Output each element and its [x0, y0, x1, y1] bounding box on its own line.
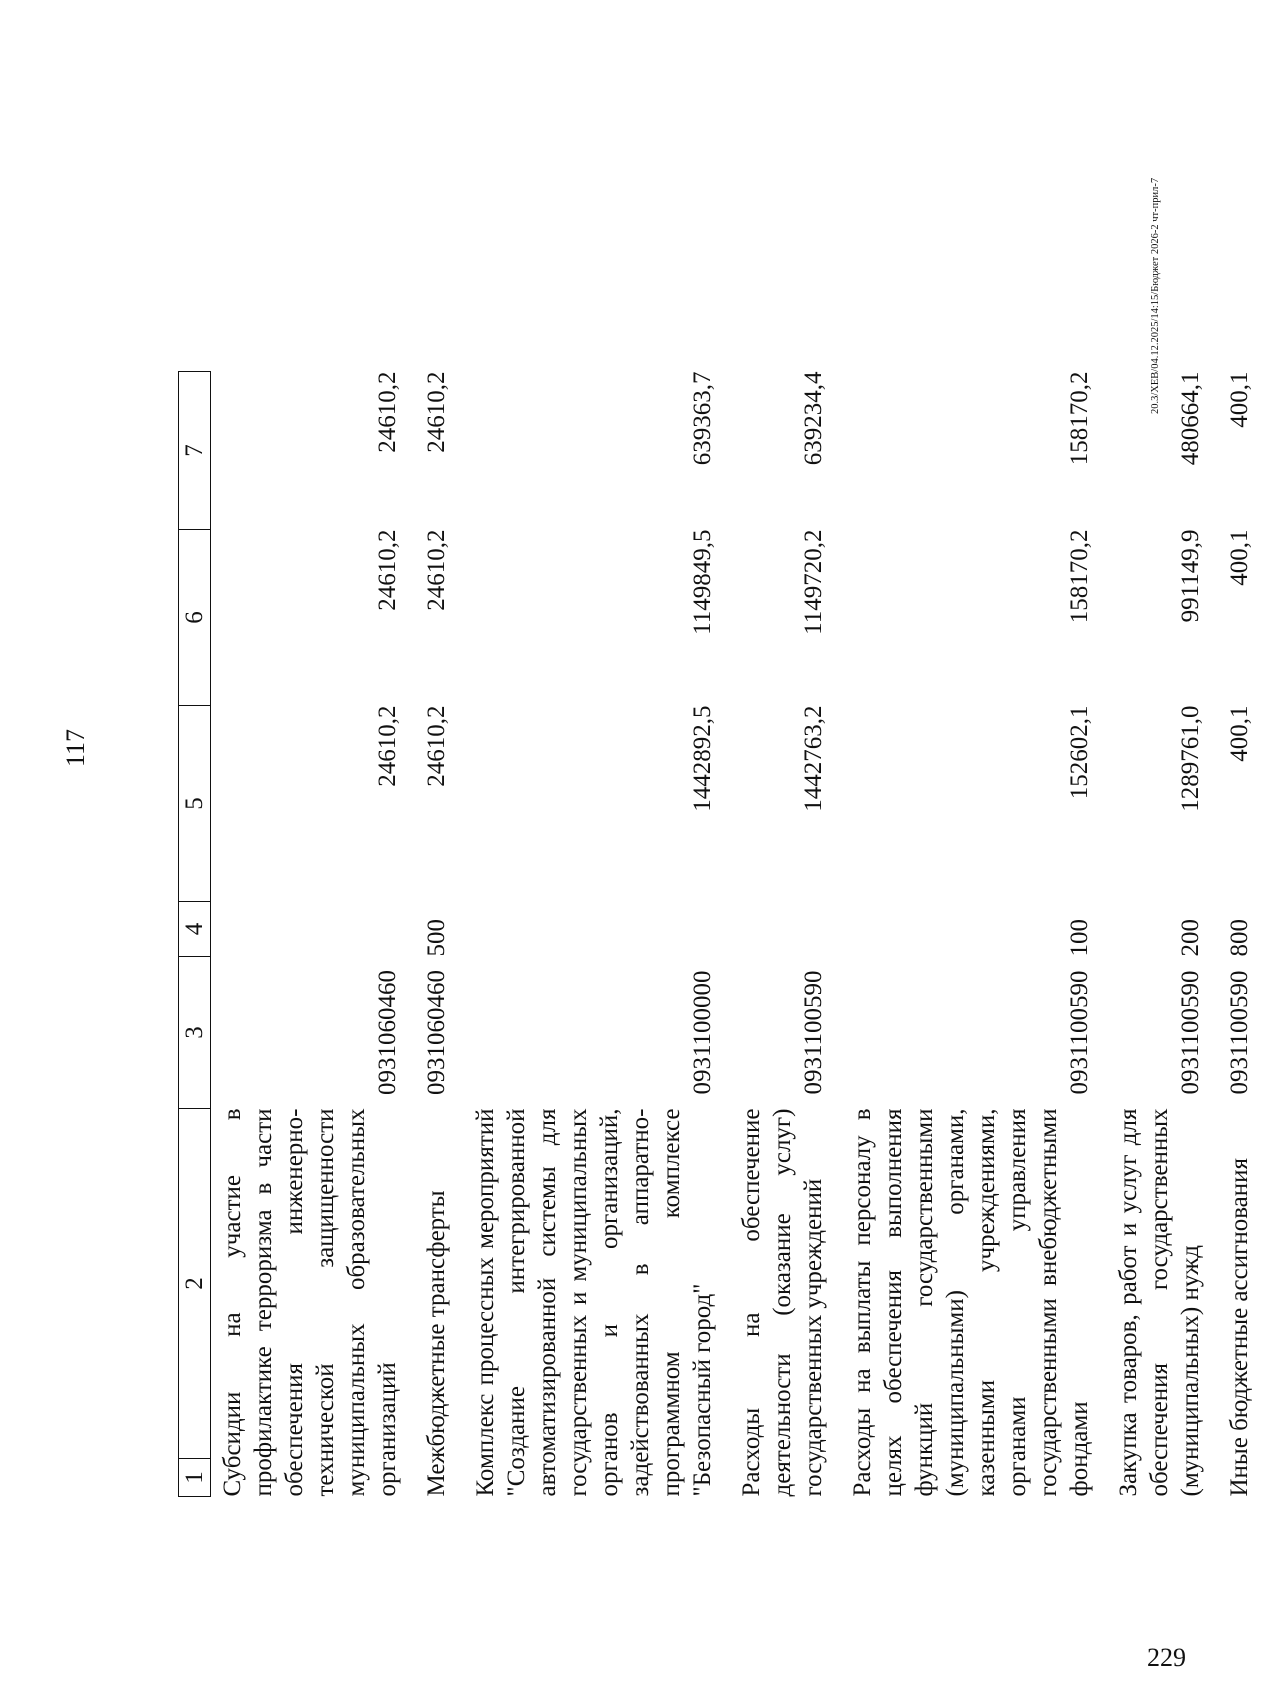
table-row [736, 372, 847, 1497]
row-code: 0931100590 [800, 970, 827, 1095]
row-name: Иные бюджетные ассигнования [1226, 1157, 1253, 1497]
row-value-col5: 24610,2 [374, 705, 401, 787]
col-header-6: 6 [179, 530, 211, 706]
row-code: 0931100590 [1066, 970, 1093, 1095]
row-value-col5: 1289761,0 [1177, 705, 1204, 812]
row-value-col7: 24610,2 [374, 371, 401, 453]
row-expense-type [470, 902, 736, 957]
col-header-2: 2 [179, 1109, 211, 1459]
row-expense-type: 200 [1177, 919, 1204, 957]
col-header-5: 5 [179, 706, 211, 902]
row-value-col5: 400,1 [1226, 705, 1253, 762]
row-name: Закупка товаров, работ и услуг для обеспечения государственных (муниципальных) нужд [1115, 1108, 1204, 1497]
row-value-col7: 400,1 [1226, 371, 1253, 428]
table-row [421, 372, 470, 1497]
row-expense-type: 500 [423, 919, 450, 957]
row-expense-type: 100 [1066, 919, 1093, 957]
row-value-col5: 152602,1 [1066, 705, 1093, 800]
col-header-4: 4 [179, 902, 211, 957]
budget-table [178, 371, 1273, 1497]
row-expense-type: 800 [1226, 919, 1253, 957]
row-code: 0931100590 [1226, 970, 1253, 1095]
document-reference: 20.3/ХЕВ/04.12.2025/14:15/Бюджет 2026-2 чт-прил-7 [1150, 177, 1161, 414]
row-expense-type [211, 902, 422, 957]
row-code: 0931100590 [1177, 970, 1204, 1095]
row-value-col6: 400,1 [1226, 529, 1253, 586]
table-row [1113, 372, 1224, 1497]
row-code: 0931060460 [423, 970, 450, 1095]
col-header-1: 1 [179, 1459, 211, 1497]
sheet-number: 229 [1147, 1643, 1186, 1672]
row-value-col5: 1442763,2 [800, 705, 827, 812]
page-number: 117 [61, 728, 90, 767]
row-value-col5: 1442892,5 [689, 705, 716, 812]
row-name: Комплекс процессных мероприятий "Создание интегрированной автоматизированной системы для государственных и муниципальных органов и организаций, задействованных в аппаратно-программном комплексе "Безопасный город" [472, 1108, 716, 1497]
row-value-col6: 991149,9 [1177, 529, 1204, 623]
row-expense-type [736, 902, 847, 957]
row-name: Субсидии на участие в профилактике терроризма в части обеспечения инженерно-технической защищенности муниципальных образовательных организаций [219, 1108, 401, 1497]
header-row [179, 372, 211, 1497]
row-name: Расходы на обеспечение деятельности (оказание услуг) государственных учреждений [738, 1108, 827, 1497]
row-value-col7: 24610,2 [423, 371, 450, 453]
table-row [1224, 372, 1273, 1497]
row-value-col7: 639363,7 [689, 371, 716, 466]
table-row [211, 372, 422, 1497]
row-name: Расходы на выплаты персоналу в целях обеспечения выполнения функций государственными (муниципальными) органами, казенными учреждениями, органами управления государственными внебюджетными фондами [849, 1108, 1093, 1497]
row-code: 0931060460 [374, 970, 401, 1095]
row-value-col6: 1149849,5 [689, 529, 716, 635]
row-code: 0931100000 [689, 970, 716, 1095]
col-header-7: 7 [179, 372, 211, 530]
row-value-col6: 24610,2 [374, 529, 401, 611]
col-header-3: 3 [179, 957, 211, 1109]
row-value-col7: 639234,4 [800, 371, 827, 466]
row-value-col6: 24610,2 [423, 529, 450, 611]
row-value-col6: 1149720,2 [800, 529, 827, 635]
row-value-col7: 158170,2 [1066, 371, 1093, 466]
table-row [847, 372, 1113, 1497]
row-value-col6: 158170,2 [1066, 529, 1093, 624]
table-row [470, 372, 736, 1497]
row-value-col5: 24610,2 [423, 705, 450, 787]
row-name: Межбюджетные трансферты [423, 1190, 450, 1497]
row-value-col7: 480664,1 [1177, 371, 1204, 466]
